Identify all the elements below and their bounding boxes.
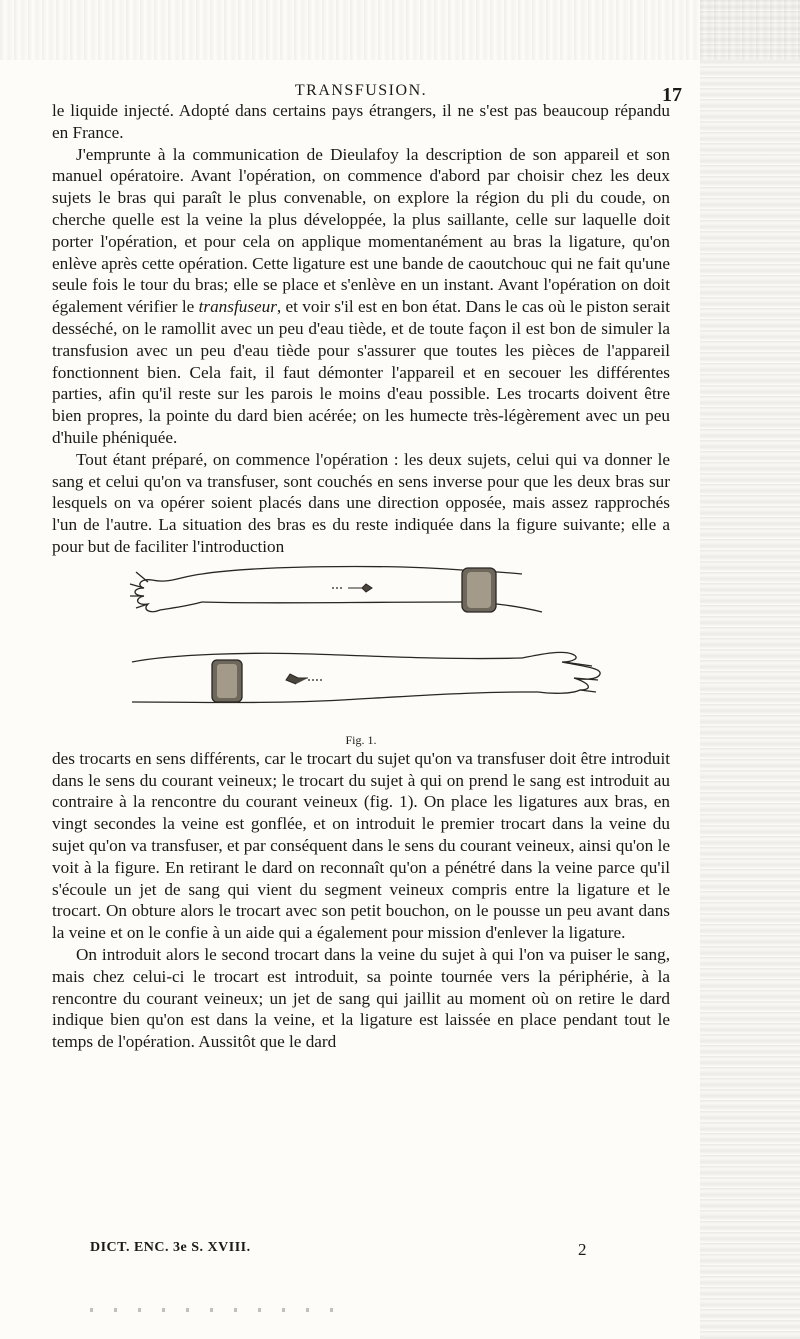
body-text [52,100,670,1053]
signature-mark: DICT. ENC. 3e S. XVIII. [90,1240,251,1255]
running-title: TRANSFUSION. [294,82,428,99]
upper-arm-drawing [130,566,542,611]
scan-noise-top [0,0,800,60]
paragraph-4: des trocarts en sens différents, car le trocart du sujet qu'on va transfuser doit être introduit dans le sens du courant veineux; le trocart du sujet à qui on prend le sang est introduit au contraire à la rencontre du courant veineux (fig. 1). On place les ligatures aux bras, en vingt secondes la veine est gonflée, et on introduit le premier trocart dans la veine du sujet qu'on va transfuser, et par conséquent dans le sens du courant veineux, ainsi qu'on le voit à la figure. En retirant le dard on reconnaît qu'on a pénétré dans la veine parce qu'il s'écoule un jet de sang qui vient du segment veineux compris entre la ligature et le trocart. On obture alors le trocart avec son petit bouchon, on le pousse un peu avant dans la veine et on le confie à un aide qui a également pour mission d'enlever la ligature. [52,748,670,943]
paragraph-5: On introduit alors le second trocart dans la veine du sujet à qui l'on va puiser le sang, mais chez celui-ci le trocart est introduit, sa pointe tournée vers la périphérie, à la rencontre du courant veineux; un jet de sang qui jaillit au moment où on retire le dard indique bien qu'on est dans la veine, et la ligature est laissée en place pendant tout le temps de l'opération. Aussitôt que le dard [52,944,670,1052]
paragraph-2-head: J'emprunte à la communication de Dieulafoy la description de son appareil et son manuel opératoire. Avant l'opération, on commence d'abord par choisir chez les deux sujets le bras qui paraît le plus convenable, on explore la région du pli du coude, on cherche quelle est la veine la plus développée, la plus saillante, celle sur laquelle doit porter l'opération, et pour cela on applique momentanément au bras la ligature, qu'on enlève après cette opération. Cette ligature est une bande de caoutchouc qui ne fait qu'une seule fois le tour du bras; elle se place et s'enlève en un instant. Avant l'opération on doit également vérifier le [52,144,670,317]
paragraph-1: le liquide injecté. Adopté dans certains pays étrangers, il ne s'est pas beaucoup répandu en France. [52,101,670,142]
sheet-number: 2 [578,1240,587,1259]
paragraph-2 [52,144,670,449]
lower-arm-drawing [132,652,600,702]
figure-caption: Fig. 1. [345,732,377,747]
page [52,76,682,1053]
paragraph-2-tail: , et voir s'il est en bon état. Dans le cas où le piston serait desséché, on le ramollit avec un peu d'eau tiède, et de toute façon il est bon de simuler la transfusion avec un peu d'eau tiède pour s'assurer que toutes les pièces de l'appareil fonctionnent bien. Cela fait, il faut démonter l'appareil et en secouer les différentes parties, afin qu'il reste sur les parois le moins d'eau possible. Les trocarts doivent être bien propres, la pointe du dard bien acérée; on les humecte très-légèrement avec un peu d'huile phéniquée. [52,297,670,447]
page-number: 17 [662,84,682,106]
scan-noise-bottom [90,1308,350,1312]
figure-1 [52,562,670,748]
running-header [52,76,682,106]
italic-term: transfuseur [198,297,277,317]
page-footer [90,1240,610,1262]
arms-illustration [52,562,670,730]
scan-edge-right [700,0,800,1339]
paragraph-3: Tout étant préparé, on commence l'opération : les deux sujets, celui qui va donner le sang et celui qu'on va transfuser, sont couchés en sens inverse pour que les deux bras sur lesquels on va opérer soient placés dans une direction opposée, mais assez rapprochés l'un de l'autre. La situation des bras es du reste indiquée dans la figure suivante; elle a pour but de faciliter l'introduction [52,449,670,556]
